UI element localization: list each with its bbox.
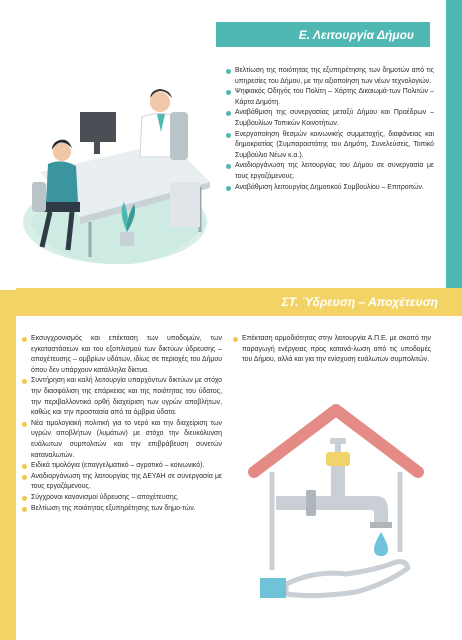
section-st-right-list: [233, 334, 431, 366]
office-meeting-illustration: [20, 72, 216, 272]
list-item: Αναβάθμιση λειτουργίας Δημοτικού Συμβουλίου – Επιτροπών.: [226, 183, 434, 194]
list-item: Εκσυγχρονισμός και επέκταση των υποδομών, των εγκαταστάσεων και του εξοπλισμού των δικτύων ύδρευσης – αποχέτευσης – ομβρίων υδάτων, ιδίως σε περιοχές του Δήμου όπου δεν υπάρχουν κατάλληλα δίκτυα.: [22, 334, 222, 376]
list-item: Σύγχρονοι κανονισμοί ύδρευσης – αποχέτευσης.: [22, 493, 222, 504]
yellow-side-stripe: [0, 290, 16, 640]
teal-side-stripe: [446, 0, 462, 290]
list-item: Βελτίωση της ποιότητας εξυπηρέτησης των δημο-τών.: [22, 504, 222, 515]
list-item: Νέα τιμολογιακή πολιτική για το νερό και την διαχείριση των υγρών αποβλήτων (λυμάτων) με στόχο την διευκόλυνση ευάλωτων συμπολιτών και την επιβράβευση συνετών καταναλωτών.: [22, 419, 222, 461]
section-st-title-bar: [16, 288, 462, 316]
list-item: Συντήρηση και καλή λειτουργία υπαρχόντων δικτύων με στόχο την διασφάλιση της επάρκειας και της ποιότητας του ύδατος, την περιβαλλοντικά ορθή διαχείριση των υγρών αποβλήτων, καθώς και την προστασία από τα όμβρια ύδατα.: [22, 376, 222, 418]
list-item: Επέκταση αρμοδιότητας στην λειτουργία Α.Π.Ε. με σκοπό την παραγωγή ενέργειας προς κατανά-λωση από τις υποδομές του Δήμου, αλλά και για την ενίσχυση ευάλωτων συμπολιτών.: [233, 334, 431, 366]
house-faucet-hand-illustration: [246, 402, 426, 602]
list-item: Αναδιοργάνωση της λειτουργίας της ΔΕΥΑΗ σε συνεργασία με τους εργαζόμενους.: [22, 472, 222, 493]
list-item: Ψηφιακός Οδηγός του Πολίτη – Χάρτης Δικαιωμά-των Πολιτών – Κάρτα Δημότη.: [226, 87, 434, 108]
section-st-title: ΣΤ. Ύδρευση – Αποχέτευση: [281, 295, 438, 309]
list-item: Αναβάθμιση της συνεργασίας μεταξύ Δήμου και Προέδρων – Συμβουλίων Τοπικών Κοινοτήτων.: [226, 108, 434, 129]
list-item: Ειδικά τιμολόγια (επαγγελματικό – αγροτικό – κοινωνικό).: [22, 461, 222, 472]
section-st-left-list: [22, 334, 222, 514]
list-item: Βελτίωση της ποιότητας της εξυπηρέτησης των δημοτών από τις υπηρεσίες του Δήμου, με την αξιοποίηση των νέων τεχνολογιών.: [226, 66, 434, 87]
section-e-title: Ε. Λειτουργία Δήμου: [298, 27, 414, 42]
section-e-title-bar: [216, 22, 430, 47]
list-item: Ενεργοποίηση θεσμών κοινωνικής συμμετοχής, διαφάνειας και δημοκρατίας (Συμπαραστάτης του Δημότη, Συνελεύσεις, Τοπικό Συμβούλιο Νέων κ.α.).: [226, 130, 434, 162]
list-item: Αναδιοργάνωση της λειτουργίας του Δήμου σε συνεργασία με τους εργαζόμενους.: [226, 161, 434, 182]
section-e-list: [226, 66, 434, 193]
